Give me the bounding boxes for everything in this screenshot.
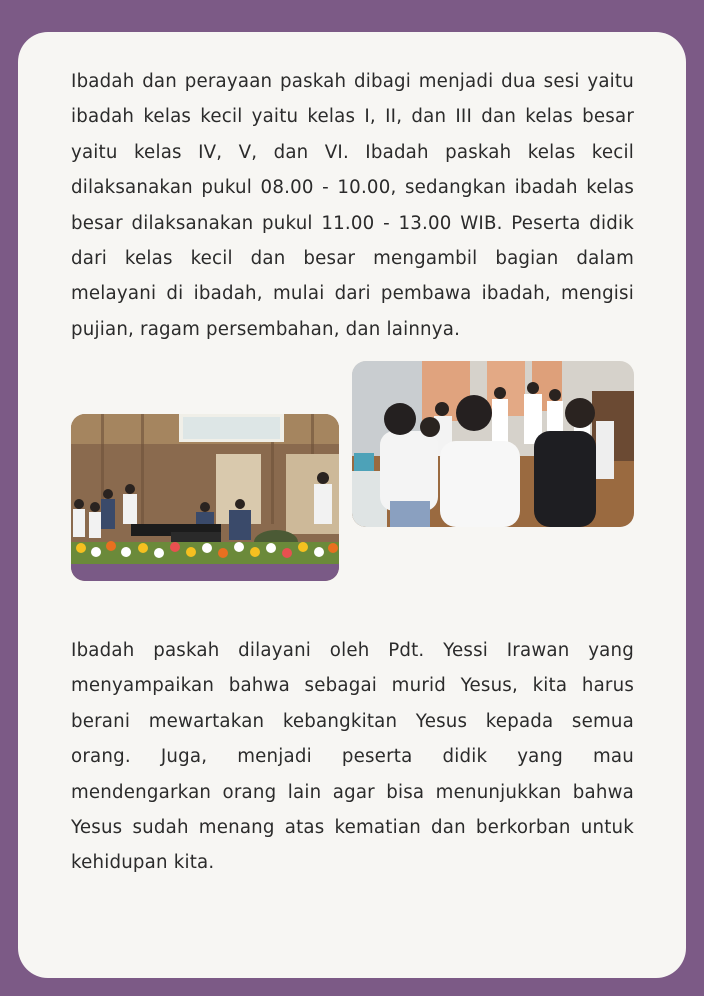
paragraph-2: Ibadah paskah dilayani oleh Pdt. Yessi Irawan yang menyampaikan bahwa sebagai murid Yesus, kita harus berani mewartakan kebangkitan Yesus kepada semua orang. Juga, menjadi peserta didik yang mau mendengarkan orang lain agar bisa menunjukkan bahwa Yesus sudah menang atas kematian dan berkorban untuk kehidupan kita.: [71, 640, 634, 874]
worship-band-photo: [71, 414, 339, 581]
paragraph-1: Ibadah dan perayaan paskah dibagi menjadi dua sesi yaitu ibadah kelas kecil yaitu kelas I, II, dan III dan kelas besar yaitu kelas IV, V, dan VI. Ibadah paskah kelas kecil dilaksanakan pukul 08.00 - 10.00, sedangkan ibadah kelas besar dilaksanakan pukul 11.00 - 13.00 WIB. Peserta didik dari kelas kecil dan besar mengambil bagian dalam melayani di ibadah, mulai dari pembawa ibadah, mengisi pujian, ragam persembahan, dan lainnya.: [71, 71, 634, 340]
children-singing-photo: [352, 361, 634, 527]
